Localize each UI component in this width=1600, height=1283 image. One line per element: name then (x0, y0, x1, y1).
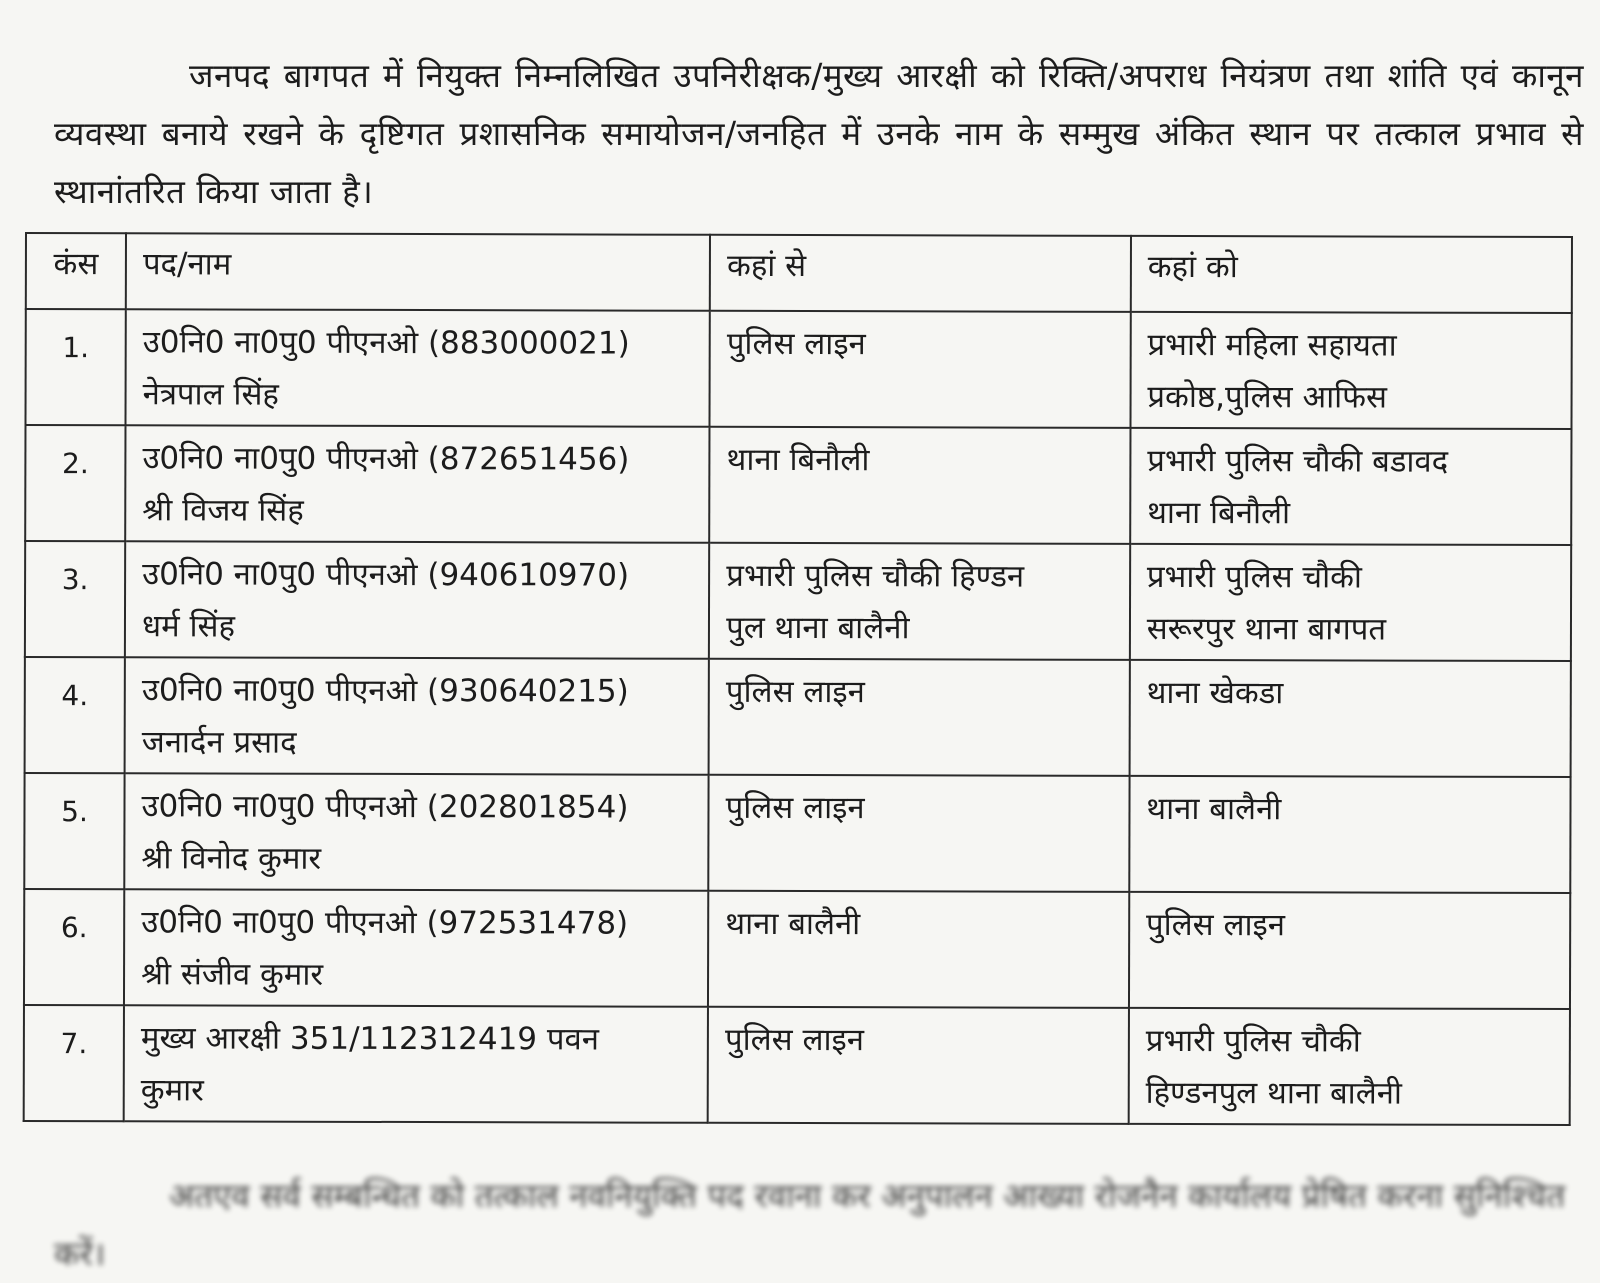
row-to-cell (1130, 544, 1571, 661)
row-name-cell (124, 1005, 708, 1123)
row-name-line1: उ0नि0 ना0पु0 पीएनओ (930640215) (141, 672, 629, 710)
row-from-line1: प्रभारी पुलिस चौकी हिण्डन (726, 557, 1025, 595)
row-to-cell (1130, 428, 1571, 545)
row-from-cell (709, 659, 1130, 776)
table-row (25, 657, 1571, 777)
row-sno-cell (25, 541, 125, 657)
row-to-line1: थाना खेकडा (1146, 674, 1284, 712)
row-sno: 3. (61, 563, 89, 597)
header-from: कहां से (710, 235, 1131, 312)
row-to-cell (1129, 1008, 1570, 1125)
row-from-cell (708, 1007, 1129, 1124)
row-to-line1: प्रभारी पुलिस चौकी (1146, 558, 1363, 596)
row-name-cell (124, 773, 708, 891)
row-sno-cell (24, 1005, 124, 1121)
row-name-cell (125, 657, 709, 775)
row-name-cell (125, 541, 709, 659)
row-from-cell (710, 311, 1131, 428)
row-to-line2: सरूरपुर थाना बागपत (1146, 610, 1387, 648)
row-sno: 7. (60, 1027, 88, 1061)
row-name-cell (126, 309, 710, 427)
row-from-cell (708, 775, 1129, 892)
table-row (24, 889, 1570, 1009)
row-to-cell (1129, 660, 1570, 777)
row-from-line1: पुलिस लाइन (726, 325, 866, 363)
row-name-cell (125, 425, 709, 543)
table-row (24, 773, 1570, 893)
row-name-cell (124, 889, 708, 1007)
row-sno-cell (24, 889, 124, 1005)
row-name-line2: श्री विनोद कुमार (141, 840, 322, 877)
row-from-line1: पुलिस लाइन (725, 673, 865, 711)
row-to-cell (1129, 892, 1570, 1009)
row-sno: 2. (62, 447, 89, 481)
row-from-line1: पुलिस लाइन (725, 789, 865, 827)
row-name-line1: उ0नि0 ना0पु0 पीएनओ (202801854) (141, 788, 629, 826)
table-row (25, 309, 1571, 429)
row-name-line1: उ0नि0 ना0पु0 पीएनओ (940610970) (142, 556, 630, 594)
row-name-line2: धर्म सिंह (141, 608, 235, 645)
row-name-line1: उ0नि0 ना0पु0 पीएनओ (872651456) (142, 440, 630, 478)
row-from-line2: पुल थाना बालैनी (726, 609, 910, 647)
row-from-line1: थाना बिनौली (726, 441, 870, 479)
table-row (25, 425, 1571, 545)
row-sno: 4. (61, 679, 89, 713)
row-sno-cell (25, 309, 125, 425)
row-sno: 6. (60, 911, 88, 945)
row-name-line2: श्री विजय सिंह (142, 492, 304, 529)
row-sno-cell (25, 657, 125, 773)
header-to: कहां को (1131, 236, 1572, 313)
row-to-line1: थाना बालैनी (1146, 790, 1282, 828)
row-from-line1: पुलिस लाइन (724, 1021, 865, 1059)
row-to-cell (1129, 776, 1570, 893)
row-name-line1: उ0नि0 ना0पु0 पीएनओ (972531478) (141, 904, 629, 942)
row-to-line1: पुलिस लाइन (1145, 906, 1286, 944)
table-header-row (26, 233, 1572, 313)
intro-paragraph: जनपद बागपत में नियुक्त निम्नलिखित उपनिरीक्षक/मुख्य आरक्षी को रिक्ति/अपराध नियंत्रण तथा शांति एवं कानून व्यवस्था बनाये रखने के दृष्टिगत प्रशासनिक समायोजन/जनहित में उनके नाम के सम्मुख अंकित स्थान पर तत्काल प्रभाव से स्थानांतरित किया जाता है। (54, 56, 1584, 211)
row-sno: 1. (62, 331, 90, 365)
header-sno: कंस (26, 233, 126, 309)
row-name-line1: मुख्य आरक्षी 351/112312419 पवन (140, 1020, 600, 1058)
row-to-line1: प्रभारी महिला सहायता (1147, 326, 1397, 364)
row-sno-cell (24, 773, 124, 889)
row-name-line2: जनार्दन प्रसाद (141, 724, 297, 761)
row-name-line2: नेत्रपाल सिंह (142, 376, 279, 413)
row-to-cell (1130, 312, 1571, 429)
table-row (24, 1005, 1570, 1125)
row-from-cell (708, 891, 1129, 1008)
transfer-table (23, 232, 1573, 1126)
row-to-line1: प्रभारी पुलिस चौकी बडावद (1147, 442, 1449, 480)
row-from-line1: थाना बालैनी (725, 905, 861, 943)
closing-paragraph: अतएव सर्व सम्बन्धित को तत्काल नवनियुक्ति पद रवाना कर अनुपालन आख्या रोजनैन कार्यालय प्रेषित करना सुनिश्चित करें। (54, 1176, 1566, 1273)
row-to-line2: थाना बिनौली (1147, 494, 1291, 532)
row-name-line1: उ0नि0 ना0पु0 पीएनओ (883000021) (142, 324, 630, 362)
header-name: पद/नाम (126, 233, 710, 311)
table-row (25, 541, 1571, 661)
row-to-line2: प्रकोष्ठ,पुलिस आफिस (1147, 378, 1388, 416)
row-from-cell (709, 543, 1130, 660)
row-to-line2: हिण्डनपुल थाना बालैनी (1145, 1074, 1403, 1112)
row-from-cell (709, 427, 1130, 544)
row-to-line1: प्रभारी पुलिस चौकी (1145, 1022, 1361, 1060)
row-name-line2: श्री संजीव कुमार (141, 956, 324, 993)
row-name-line2: कुमार (140, 1072, 204, 1109)
row-sno: 5. (61, 795, 88, 829)
row-sno-cell (25, 425, 125, 541)
